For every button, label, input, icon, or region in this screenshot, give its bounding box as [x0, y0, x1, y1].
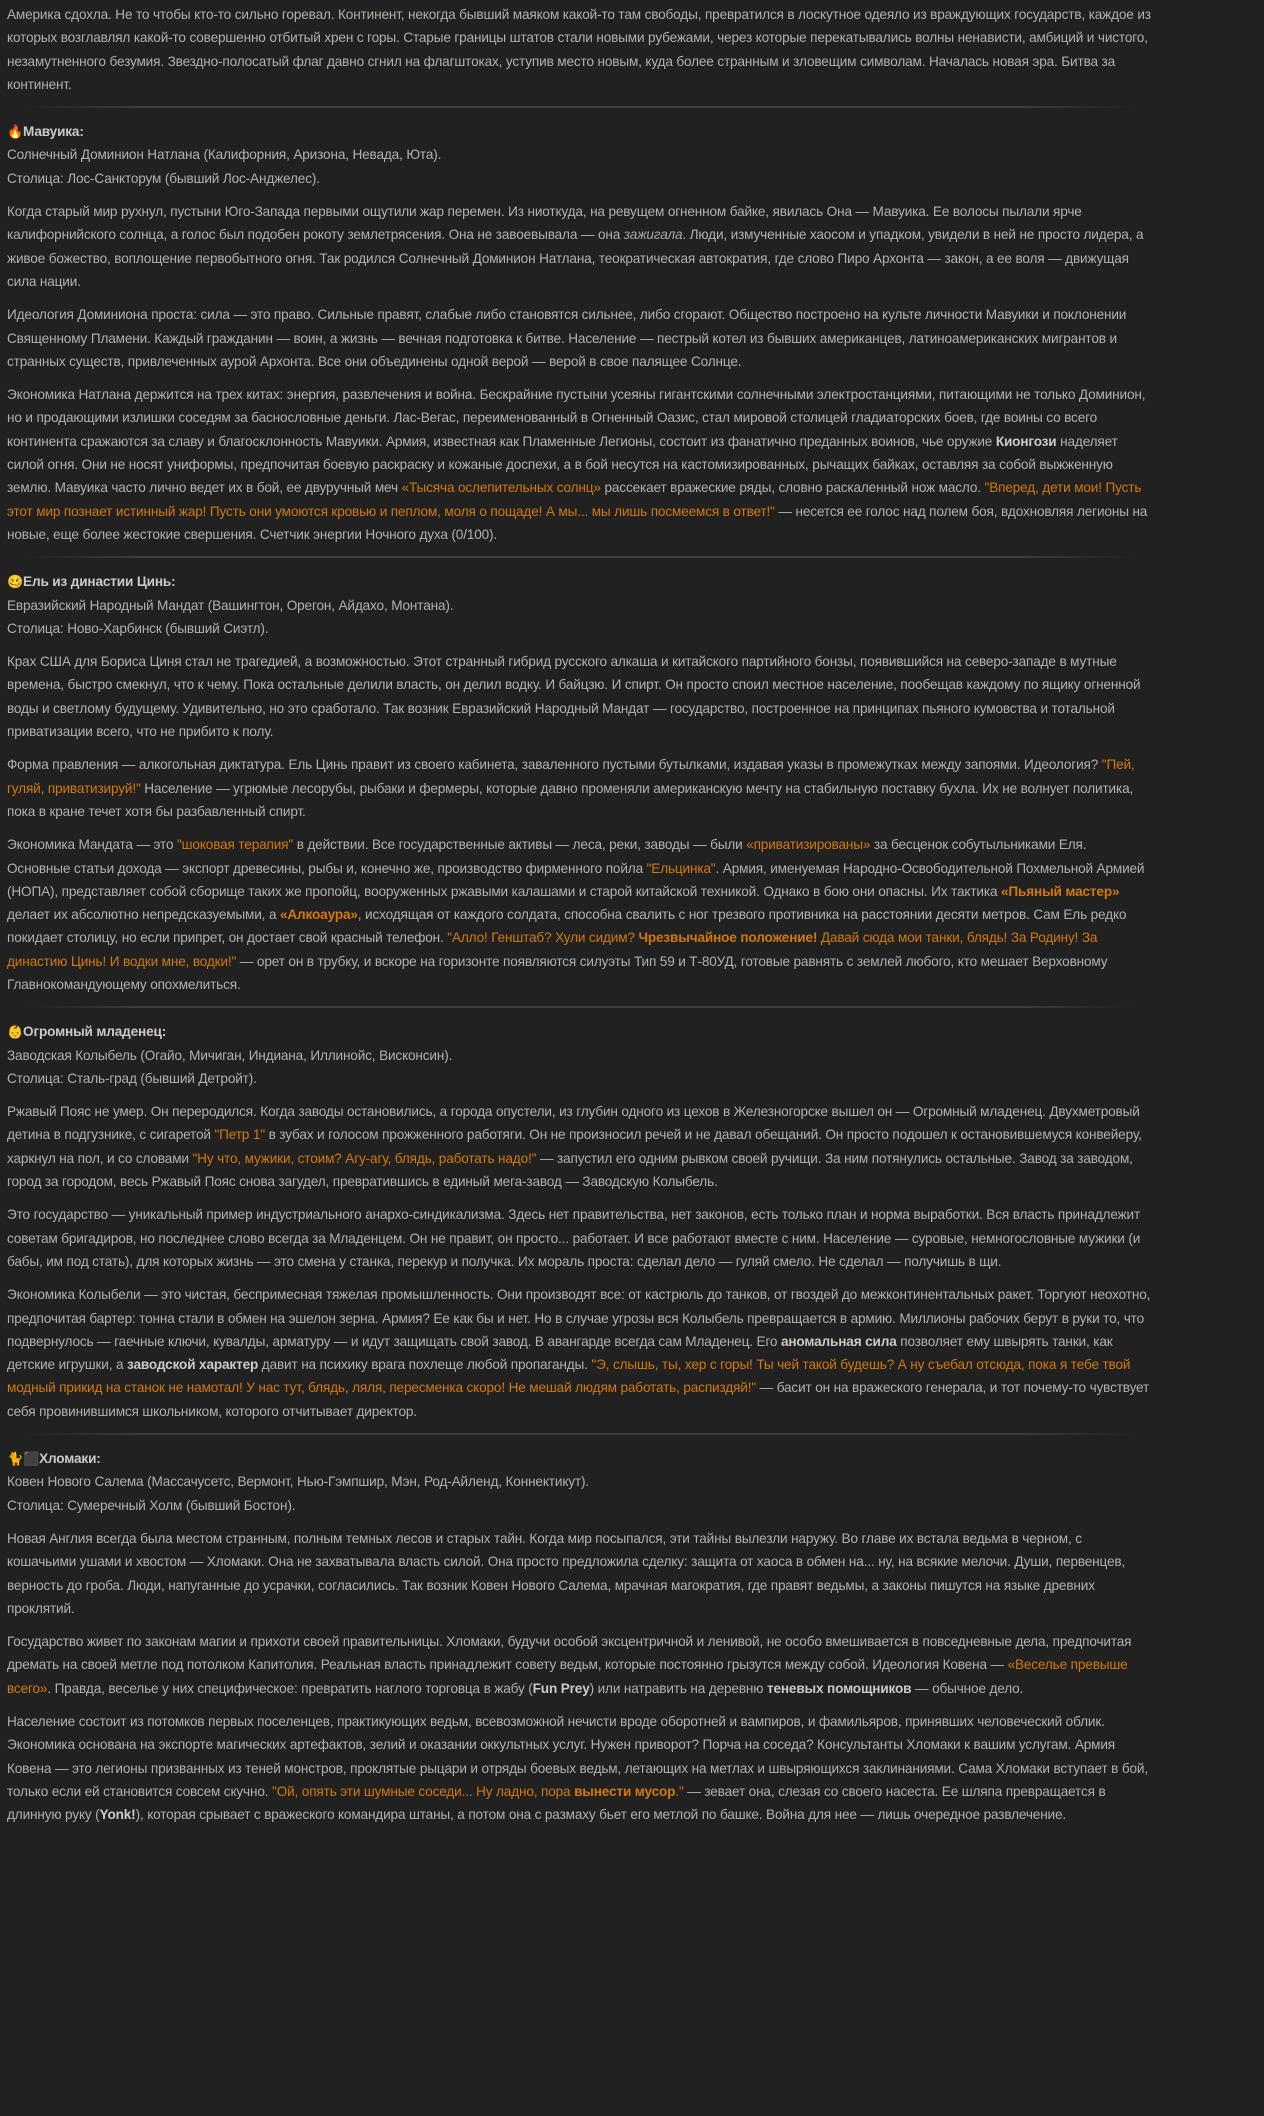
faction-leader-name: Хломаки:: [39, 1451, 101, 1467]
body-text: — несется ее голос над полем боя, вдохновляя легионы на новые, еще более жестокие свершения. Счетчик энергии Ночного духа (0/100).: [7, 503, 1148, 542]
body-text: — басит он на вражеского генерала, и тот почему-то чувствует себя провинившимся школьником, которого отчитывает директор.: [7, 1380, 1150, 1419]
body-text: ) или натравить на деревню: [589, 1680, 767, 1696]
quote-text: "Петр 1": [214, 1127, 265, 1143]
quote-text: .": [675, 1783, 684, 1799]
section-divider: [27, 106, 1133, 108]
body-text: Это государство — уникальный пример индустриального анархо-синдикализма. Здесь нет правительства, нет законов, есть только план и норма выработки. Вся власть принадлежит советам бригадиров, но последнее слово всегда за Младенцем. Он не правит, он просто... работает. И все работают вместе с ним. Население — суровые, немногословные мужики (и бабы, им под стать), для которых жизнь — это смена у станка, перекур и получка. Их мораль проста: сделал дело — гуляй смело. Не сделал — получишь в щи.: [7, 1207, 1141, 1269]
bold-text: Кионгози: [995, 433, 1057, 449]
faction-capital: Столица: Ново-Харбинск (бывший Сиэтл).: [7, 620, 269, 636]
body-text: в действии. Все государственные активы — леса, реки, заводы — были: [293, 837, 747, 853]
bold-quote-text: вынести мусор: [574, 1783, 676, 1799]
faction-leader-name: Мавуика:: [23, 124, 84, 140]
faction-leader-name: Ель из династии Цинь:: [23, 574, 176, 590]
section-divider: [27, 1006, 1133, 1008]
body-text: Крах США для Бориса Циня стал не трагедией, а возможностью. Этот странный гибрид русского алкаша и китайского партийного бонзы, появившийся на северо-западе в мутные времена, быстро смекнул, что к чему. Пока остальные делили власть, он делил водку. И байцзю. И спирт. Он просто споил местное население, пообещав каждому по ящику огненной воды и светлому будущему. Удивительно, но это сработало. Так возник Евразийский Народный Мандат — государство, построенное на принципах пьяного кумовства и тотальной приватизации всего, что не прибито к полу.: [7, 654, 1141, 740]
faction-heading: [7, 570, 1153, 593]
quote-text: "Э, слышь, ты, хер с горы! Ты чей такой будешь? А ну съебал отсюда, пока я тебе твой модный прикид на станок не намотал! У нас тут, блядь, ляля, пересменка скоро! Не мешай людям работать, распиздяй!": [7, 1357, 1131, 1396]
body-text: — орет он в трубку, и вскоре на горизонте появляются силуэты Тип 59 и Т-80УД, готовые равнять с землей любого, кто мешает Верховному Главнокомандующему опохмелиться.: [7, 953, 1108, 992]
body-text: Форма правления — алкогольная диктатура. Ель Цинь правит из своего кабинета, заваленного пустыми бутылками, издавая указы в промежутках между запоями. Идеология?: [7, 757, 1102, 773]
faction-state: Солнечный Доминион Натлана (Калифорния, Аризона, Невада, Юта).: [7, 147, 442, 163]
quote-text: «Веселье превыше всего»: [7, 1657, 1128, 1696]
bold-text: теневых помощников: [766, 1680, 912, 1696]
body-text: Экономика Натлана держится на трех китах: энергия, развлечения и война. Бескрайние пустыни усеяны гигантскими солнечными электростанциями, питающими не только Доминион, но и продающими излишки соседям за баснословные деньги. Лас-Вегас, переименованный в Огненный Оазис, стал мировой столицей гладиаторских боев, где воины со всего континента сражаются за славу и благосклонность Мавуики. Армия, известная как Пламенные Легионы, состоит из фанатично преданных воинов, чье оружие: [7, 387, 1146, 449]
body-text: рассекает вражеские ряды, словно раскаленный нож масло.: [600, 480, 985, 496]
faction-section: [7, 1447, 1153, 1826]
faction-heading: [7, 120, 1153, 143]
faction-paragraph: [7, 1710, 1153, 1826]
faction-capital: Столица: Сумеречный Холм (бывший Бостон).: [7, 1497, 296, 1513]
faction-paragraph: [7, 200, 1153, 293]
bold-quote-text: «Алкоаура»: [279, 907, 358, 923]
quote-text: "Ой, опять эти шумные соседи... Ну ладно, пора: [272, 1783, 575, 1799]
body-text: наделяет силой огня. Они не носят униформы, предпочитая боевую раскраску и кожаные доспехи, а в бой несутся на кастомизированных, рычащих байках, оставляя за собой выжженную землю. Мавуика часто лично ведет их в бой, ее двуручный меч: [7, 433, 1118, 496]
body-text: делает их абсолютно непредсказуемыми, а: [7, 907, 280, 923]
body-text: . Правда, веселье у них специфическое: превратить наглого торговца в жабу (: [47, 1680, 533, 1696]
italic-text: зажигала: [623, 227, 683, 243]
body-text: в зубах и голосом прожженного работяги. Он не произносил речей и не давал обещаний. Он просто подошел к остановившемуся конвейеру, харкнул на пол, и со словами: [7, 1127, 1142, 1166]
faction-state: Ковен Нового Салема (Массачусетс, Вермонт, Нью-Гэмпшир, Мэн, Род-Айленд, Коннектикут).: [7, 1474, 589, 1490]
faction-state: Евразийский Народный Мандат (Вашингтон, Орегон, Айдахо, Монтана).: [7, 597, 454, 613]
faction-paragraph: [7, 1100, 1153, 1193]
faction-section: [7, 120, 1153, 546]
faction-paragraph: [7, 650, 1153, 743]
intro-paragraph: Америка сдохла. Не то чтобы кто-то сильно горевал. Континент, некогда бывший маяком какой-то там свободы, превратился в лоскутное одеяло из враждующих государств, каждое из которых возглавлял какой-то совершенно отбитый хрен с горы. Старые границы штатов стали новыми рубежами, через которые перекатывались волны ненависти, амбиций и чистого, незамутненного безумия. Звездно-полосатый флаг давно сгнил на флагштоках, уступив место новым, куда более странным и зловещим символам. Началась новая эра. Битва за континент.: [7, 7, 1151, 92]
body-text: — запустил его одним рывком своей ручищи. За ним потянулись остальные. Завод за заводом, город за городом, весь Ржавый Пояс снова загудел, превратившись в единый мега-завод — Заводскую Колыбель.: [7, 1150, 1133, 1190]
quote-text: "Алло! Генштаб? Хули сидим?: [447, 930, 639, 946]
body-text: . Армия, именуемая Народно-Освободительной Похмельной Армией (НОПА), представляет собой сборище таких же пропойц, вооруженных ржавыми калашами и старой китайской техникой. Однако в бою они опасны. Их тактика: [7, 860, 1145, 899]
body-text: Экономика Колыбели — это чистая, беспримесная тяжелая промышленность. Они производят все: от кастрюль до танков, от гвоздей до межконтинентальных ракет. Торгуют неохотно, предпочитая бартер: тонна стали в обмен на эшелон зерна. Армия? Ее как бы и нет. Но в случае угрозы вся Колыбель превращается в армию. Миллионы рабочих берут в руки то, что подвернулось — гаечные ключи, кувалды, арматуру — и идут защищать свой завод. В авангарде всегда сам Младенец. Его: [7, 1287, 1151, 1349]
faction-paragraph: [7, 1630, 1153, 1700]
faction-paragraph: [7, 383, 1153, 546]
quote-text: «Тысяча ослепительных солнц»: [401, 480, 601, 496]
faction-heading: [7, 1447, 1153, 1470]
quote-text: "шоковая терапия": [177, 837, 294, 853]
quote-text: "Вперед, дети мои! Пусть этот мир познает истинный жар! Пусть они умоются кровью и пеплом, моля о пощаде! А мы... мы лишь посмеемся в ответ!": [7, 480, 1142, 519]
body-text: — зевает она, слезая со своего насеста. Ее шляпа превращается в длинную руку (: [7, 1783, 1106, 1823]
faction-section: [7, 1020, 1153, 1423]
quote-text: "Ну что, мужики, стоим? Агу-агу, блядь, работать надо!": [192, 1150, 537, 1166]
bold-text: аномальная сила: [780, 1333, 897, 1349]
faction-heading: [7, 1020, 1153, 1043]
faction-paragraph: [7, 303, 1153, 373]
faction-paragraph: [7, 1283, 1153, 1423]
body-text: Население состоит из потомков первых поселенцев, практикующих ведьм, всевозможной нечисти вроде оборотней и вампиров, и фамильяров, принявших человеческий облик. Экономика основана на экспорте магических артефактов, зелий и оказании оккультных услуг. Нужен приворот? Порча на соседа? Консультанты Хломаки к вашим услугам. Армия Ковена — это легионы призванных из теней монстров, проклятые рыцари и отряды боевых ведьм, летающих на метлах и швыряющихся заклинаниями. Сама Хломаки вступает в бой, только если ей становится совсем скучно.: [7, 1714, 1148, 1799]
body-text: Государство живет по законам магии и прихоти своей правительницы. Хломаки, будучи особой эксцентричной и ленивой, не особо вмешивается в повседневные дела, предпочитая дремать на своей метле под потолком Капитолия. Реальная власть принадлежит совету ведьм, которые постоянно грызутся между собой. Идеология Ковена —: [7, 1634, 1132, 1673]
baby-icon: 👶: [7, 1024, 24, 1040]
quote-text: "Пей, гуляй, приватизируй!": [7, 757, 1135, 796]
quote-text: "Ельцинка": [646, 860, 716, 876]
bold-text: заводской характер: [127, 1357, 259, 1373]
body-text: за бесценок собутыльниками Еля. Основные статьи дохода — экспорт древесины, рыбы и, конечно же, производство фирменного пойла: [7, 837, 1087, 876]
body-text: Население — угрюмые лесорубы, рыбаки и фермеры, которые давно променяли американскую мечту на стабильную поставку бухла. Их не волнует политика, пока в кране течет хотя бы разбавленный спирт.: [7, 780, 1134, 819]
body-text: , исходящая от каждого солдата, способна свалить с ног трезвого противника на расстоянии десяти метров. Сам Ель редко покидает столицу, но если припрет, он достает свой красный телефон.: [7, 907, 1127, 946]
body-text: Идеология Доминиона проста: сила — это право. Сильные правят, слабые либо становятся сильнее, либо сгорают. Общество построено на культе личности Мавуики и поклонении Священному Пламени. Каждый гражданин — воин, а жизнь — вечная подготовка к битве. Население — пестрый котел из бывших американцев, латиноамериканских мигрантов и странных существ, привлеченных аурой Архонта. Все они объединены одной верой — верой в свое палящее Солнце.: [7, 307, 1127, 369]
body-text: ), которая срывает с вражеского командира штаны, а потом она с размаху бьет его метлой по башке. Война для нее — лишь очередное развлечение.: [135, 1807, 1067, 1823]
body-text: . Люди, измученные хаосом и упадком, увидели в ней не просто лидера, а живое божество, воплощение первобытного огня. Так родился Солнечный Доминион Натлана, теократическая автократия, где слово Пиро Архонта — закон, а ее воля — движущая сила нации.: [7, 227, 1144, 289]
woozy-face-icon: 🥴: [7, 574, 24, 590]
faction-leader-name: Огромный младенец:: [23, 1024, 167, 1040]
bold-quote-text: Чрезвычайное положение!: [638, 930, 818, 946]
bold-text: Yonk!: [99, 1807, 136, 1823]
body-text: Экономика Мандата — это: [7, 837, 177, 853]
body-text: Ржавый Пояс не умер. Он переродился. Когда заводы остановились, а города опустели, из глубин одного из цехов в Железногорске вышел он — Огромный младенец. Двухметровый детина в подгузнике, с сигаретой: [7, 1104, 1140, 1143]
body-text: позволяет ему швырять танки, как детские игрушки, а: [7, 1333, 1113, 1373]
side-gutter: [1160, 0, 1264, 2116]
faction-capital: Столица: Лос-Санкторум (бывший Лос-Анджелес).: [7, 170, 320, 186]
faction-section: [7, 570, 1153, 996]
faction-capital: Столица: Сталь-град (бывший Детройт).: [7, 1070, 257, 1086]
section-divider: [27, 556, 1133, 558]
faction-paragraph: [7, 753, 1153, 823]
body-text: Новая Англия всегда была местом странным, полным темных лесов и старых тайн. Когда мир посыпался, эти тайны вылезли наружу. Во главе их встала ведьма в черном, с кошачьими ушами и хвостом — Хломаки. Она не захватывала власть силой. Она просто предложила сделку: защита от хаоса в обмен на... ну, на всякие мелочи. Души, первенцев, верность до гроба. Люди, напуганные до усрачки, согласились. Так возник Ковен Нового Салема, мрачная магократия, где правят ведьмы, а законы пишутся на языке древних проклятий.: [7, 1530, 1126, 1616]
faction-paragraph: [7, 1203, 1153, 1273]
faction-paragraph: [7, 833, 1153, 996]
body-text: — обычное дело.: [911, 1680, 1024, 1696]
quote-text: Давай сюда мои танки, блядь! За Родину! За династию Цинь! И водки мне, водки!": [7, 930, 1098, 969]
black-cat-icon: 🐈⬛: [7, 1451, 40, 1467]
bold-text: Fun Prey: [532, 1680, 590, 1696]
faction-state: Заводская Колыбель (Огайо, Мичиган, Индиана, Иллинойс, Висконсин).: [7, 1047, 453, 1063]
body-text: давит на психику врага похлеще любой пропаганды.: [258, 1357, 592, 1373]
body-text: Когда старый мир рухнул, пустыни Юго-Запада первыми ощутили жар перемен. Из ниоткуда, на ревущем огненном байке, явилась Она — Мавуика. Ее волосы пылали ярче калифорнийского солнца, а голос был подобен рокоту землетрясения. Она не завоевывала — она: [7, 204, 1082, 243]
section-divider: [27, 1433, 1133, 1435]
faction-paragraph: [7, 1527, 1153, 1620]
quote-text: «приватизированы»: [746, 837, 871, 853]
fire-icon: 🔥: [7, 124, 24, 140]
bold-quote-text: «Пьяный мастер»: [1001, 883, 1120, 899]
faction-list: [7, 106, 1153, 1826]
